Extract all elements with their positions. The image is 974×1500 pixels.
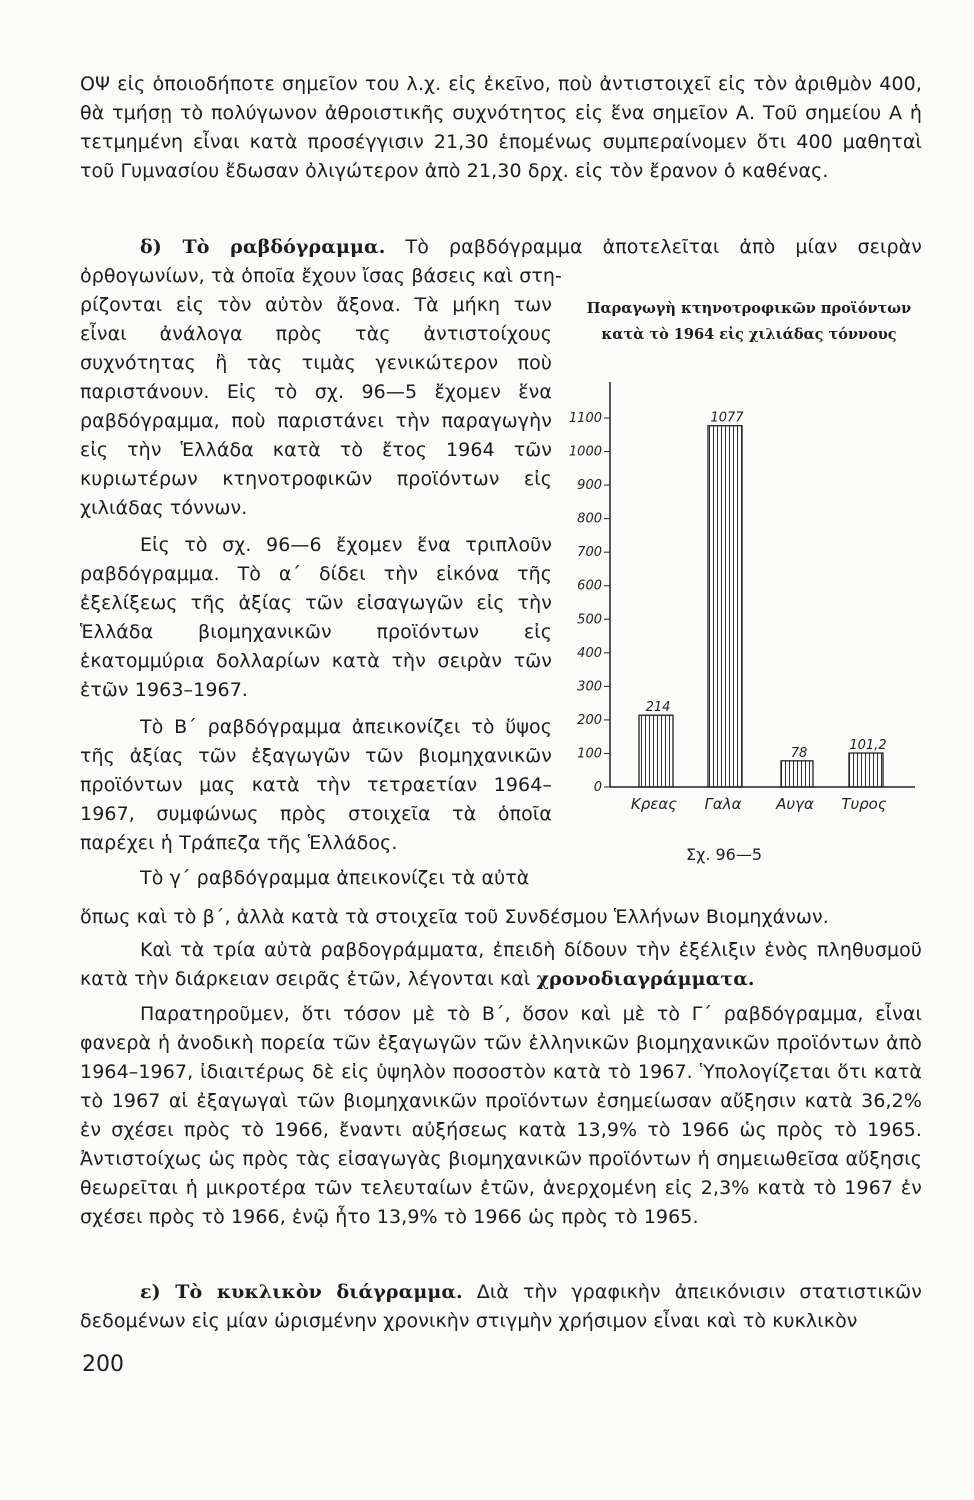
y-tick-label: 200 — [577, 712, 602, 728]
paragraph-3: Τὸ Β΄ ραβδόγραμμα ἀπεικονίζει τὸ ὕψος τῆς ἀξίας τῶν ἐξαγωγῶν τῶν βιομηχανικῶν προϊόντων μας κατὰ τὴν τετραετίαν 1964–1967, συμφώνως πρὸς στοιχεῖα τὰ ὁποῖα παρέχει ἡ Τράπεζα τῆς Ἑλλάδος. — [80, 716, 552, 854]
y-tick-label: 100 — [577, 746, 602, 762]
bar-τυρος — [849, 753, 883, 787]
paragraph-6: Παρατηροῦμεν, ὅτι τόσον μὲ τὸ Β΄, ὅσον καὶ μὲ τὸ Γ΄ ραβδόγραμμα, εἶναι φανερὰ ἡ ἀνοδικὴ πορεία τῶν ἐξαγωγῶν τῶν ἑλληνικῶν βιομηχανικῶν προϊόντων ἀπὸ 1964–1967, ἰδιαιτέρως δὲ εἰς ὑψηλὸν ποσοστὸν κατὰ τὸ 1967. Ὑπολογίζεται ὅτι κατὰ τὸ 1967 αἱ ἐξαγωγαὶ τῶν βιομηχανικῶν προϊόντων ἐσημείωσαν αὔξησιν κατὰ 36,2% ἐν σχέσει πρὸς τὸ 1966, ἔναντι αὐξήσεως κατὰ 13,9% τὸ 1966 ὡς πρὸς τὸ 1965. Ἀντιστοίχως ὡς πρὸς τὰς εἰσαγωγὰς βιομηχανικῶν προϊόντων ἡ σημειωθεῖσα αὔξησις θεωρεῖται ἡ μικροτέρα τῶν τελευταίων ἐτῶν, ἀνερχομένη εἰς 2,3% κατὰ τὸ 1967 ἐν σχέσει πρὸς τὸ 1966, ἐνῷ ἦτο 13,9% τὸ 1966 ὡς πρὸς τὸ 1965. — [80, 1003, 922, 1228]
top-paragraph: ΟΨ εἰς ὁποιοδήποτε σημεῖον του λ.χ. εἰς ἐκεῖνο, ποὺ ἀντιστοιχεῖ εἰς τὸν ἀριθμὸν 400, θὰ τμήσῃ τὸ πολύγωνον ἀθροιστικῆς συχνότητος εἰς ἕνα σημεῖον Α. Τοῦ σημείου Α ἡ τετμημένη εἶναι κατὰ προσέγγισιν 21,30 ἑπομένως συμπεραίνομεν ὅτι 400 μαθηταὶ τοῦ Γυμνασίου ἔδωσαν ὀλιγώτερον ἀπὸ 21,30 δρχ. εἰς τὸν ἔρανον ὁ καθένας. — [80, 73, 922, 182]
category-label: Τυρος — [841, 795, 887, 813]
paragraph-4-rest: ὅπως καὶ τὸ β΄, ἀλλὰ κατὰ τὰ στοιχεῖα τοῦ Συνδέσμου Ἑλλήνων Βιομηχάνων. — [80, 906, 829, 928]
term-chronodiagrams: χρονοδιαγράμματα. — [536, 968, 755, 990]
figure-caption: Σχ. 96—5 — [685, 845, 763, 864]
bar-value-label: 78 — [790, 745, 808, 761]
category-label: Κρεας — [630, 795, 678, 813]
paragraph-5: Καὶ τὰ τρία αὐτὰ ραβδογράμματα, ἐπειδὴ δίδουν τὴν ἐξέλιξιν ἑνὸς πληθυσμοῦ κατὰ τὴν διάρκειαν σειρᾶς ἐτῶν, λέγονται καὶ χρονοδιαγράμματα. — [80, 939, 922, 990]
section-e: ε) Τὸ κυκλικὸν διάγραμμα. Διὰ τὴν γραφικὴν ἀπεικόνισιν στατιστικῶν δεδομένων εἰς μίαν ὡρισμένην χρονικὴν στιγμὴν χρήσιμον εἶναι καὶ τὸ κυκλικὸν — [80, 1281, 923, 1332]
bar-value-label: 101,2 — [849, 738, 887, 754]
bar-αυγα — [781, 761, 813, 787]
chart-bars — [639, 426, 883, 787]
bar-γαλα — [708, 426, 742, 787]
y-tick-label: 800 — [577, 511, 602, 527]
y-tick-label: 300 — [577, 679, 602, 695]
category-label: Αυγα — [776, 795, 814, 813]
paragraph-1: ρίζονται εἰς τὸν αὐτὸν ἄξονα. Τὰ μήκη των εἶναι ἀνάλογα πρὸς τὰς ἀντιστοίχους συχνότητας ἢ τὰς τιμὰς γενικώτερον ποὺ παριστάνουν. Εἰς τὸ σχ. 96—5 ἔχομεν ἕνα ραβδόγραμμα, ποὺ παριστάνει τὴν παραγωγὴν εἰς τὴν Ἑλλάδα κατὰ τὸ ἔτος 1964 τῶν κυριωτέρων κτηνοτροφικῶν προϊόντων εἰς χιλιάδας τόννων. — [80, 294, 552, 519]
figure-title: Παραγωγὴ κτηνοτροφικῶν προϊόντων κατὰ τὸ 1964 εἰς χιλιάδας τόννους — [586, 300, 912, 343]
y-tick-label: 0 — [593, 780, 602, 795]
category-label: Γαλα — [704, 795, 742, 813]
y-tick-label: 400 — [577, 645, 602, 661]
section-e-heading: ε) Τὸ κυκλικὸν διάγραμμα. — [140, 1281, 463, 1303]
bar-value-label: 214 — [645, 700, 671, 716]
y-tick-label: 700 — [577, 545, 602, 561]
page-number: 200 — [82, 1352, 124, 1377]
bar-value-label: 1077 — [710, 410, 744, 426]
paragraph-2: Εἰς τὸ σχ. 96—6 ἔχομεν ἕνα τριπλοῦν ραβδόγραμμα. Τὸ α΄ δίδει τὴν εἰκόνα τῆς ἐξελίξεως τῆς ἀξίας τῶν εἰσαγωγῶν εἰς τὴν Ἑλλάδα βιομηχανικῶν προϊόντων εἰς ἑκατομμύρια δολλαρίων κατὰ τὴν σειρὰν τῶν ἐτῶν 1963–1967. — [80, 534, 552, 701]
section-d-heading: δ) Τὸ ραβδόγραμμα. — [140, 236, 386, 258]
paragraph-4-start: Τὸ γ΄ ραβδόγραμμα ἀπεικονίζει τὰ αὐτὰ — [140, 867, 530, 889]
y-tick-label: 900 — [577, 478, 602, 494]
y-tick-label: 1000 — [568, 444, 602, 460]
section-d-lead: δ) Τὸ ραβδόγραμμα. Τὸ ραβδόγραμμα ἀποτελεῖται ἀπὸ μίαν σειρὰν ὀρθογωνίων, τὰ ὁποῖα ἔχουν ἴσας βάσεις καὶ στη- — [80, 236, 923, 287]
y-tick-label: 600 — [577, 578, 602, 594]
y-tick-label: 500 — [577, 612, 602, 628]
bar-κρεας — [639, 715, 673, 787]
chart-y-ticks — [569, 411, 610, 795]
y-tick-label: 1100 — [568, 411, 602, 426]
